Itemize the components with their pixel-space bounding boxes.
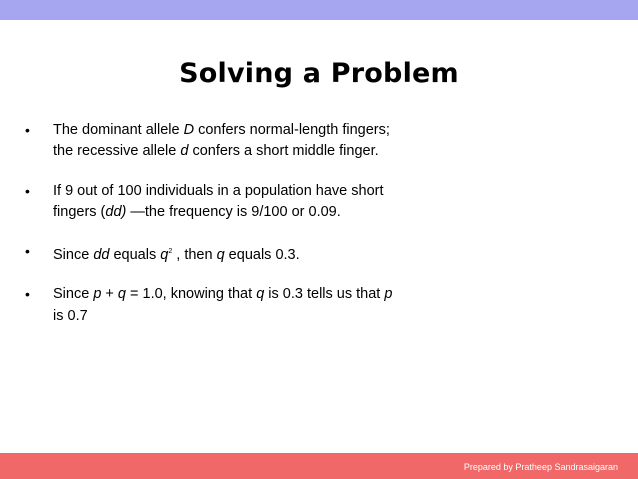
text-run: If 9 out of 100 individuals in a population have short fingers ( [53, 182, 384, 220]
text-run: is 0.3 tells us that [264, 286, 385, 303]
bullet-marker: • [25, 286, 30, 303]
superscript: 2 [168, 248, 173, 256]
bullet-item-dominant-allele [25, 120, 405, 163]
bottom-accent-band [0, 453, 638, 479]
bullet-text [53, 284, 405, 327]
text-run: is 0.7 [53, 307, 88, 324]
italic-run: D [183, 122, 195, 138]
text-run: , then [172, 247, 217, 264]
text-run: —the frequency is 9/100 or 0.09. [126, 203, 341, 220]
slide-title: Solving a Problem [179, 58, 459, 89]
text-run: Since [53, 286, 94, 303]
bullet-item-p-value [25, 284, 405, 327]
italic-run: dd [93, 247, 110, 264]
text-run: confers a short middle finger. [188, 143, 379, 160]
bullet-item-frequency [25, 181, 405, 224]
italic-run: q [256, 286, 265, 303]
text-run: confers normal-length fingers; the recessive allele [53, 122, 390, 160]
footer-credit: Prepared by Pratheep Sandrasaigaran [463, 462, 618, 472]
bullet-list [25, 120, 405, 345]
text-run: The dominant allele [53, 122, 184, 138]
bullet-text [53, 120, 405, 163]
text-run: equals 0.3. [224, 247, 300, 264]
italic-run: q [160, 247, 169, 264]
italic-run: p [93, 286, 102, 303]
bullet-marker: • [25, 182, 30, 199]
bullet-item-q-value [25, 241, 405, 266]
bullet-text [53, 241, 405, 266]
text-run: + [101, 286, 118, 303]
italic-run: dd) [105, 203, 127, 220]
bullet-marker: • [25, 243, 30, 260]
top-accent-band [0, 0, 638, 20]
italic-run: q [117, 286, 126, 303]
italic-run: p [384, 286, 393, 303]
italic-run: d [180, 143, 189, 160]
bullet-text [53, 181, 405, 224]
text-run: = 1.0, knowing that [126, 286, 257, 303]
text-run: equals [109, 247, 161, 264]
italic-run: q [216, 247, 225, 264]
bullet-marker: • [25, 122, 30, 138]
text-run: Since [53, 247, 94, 264]
